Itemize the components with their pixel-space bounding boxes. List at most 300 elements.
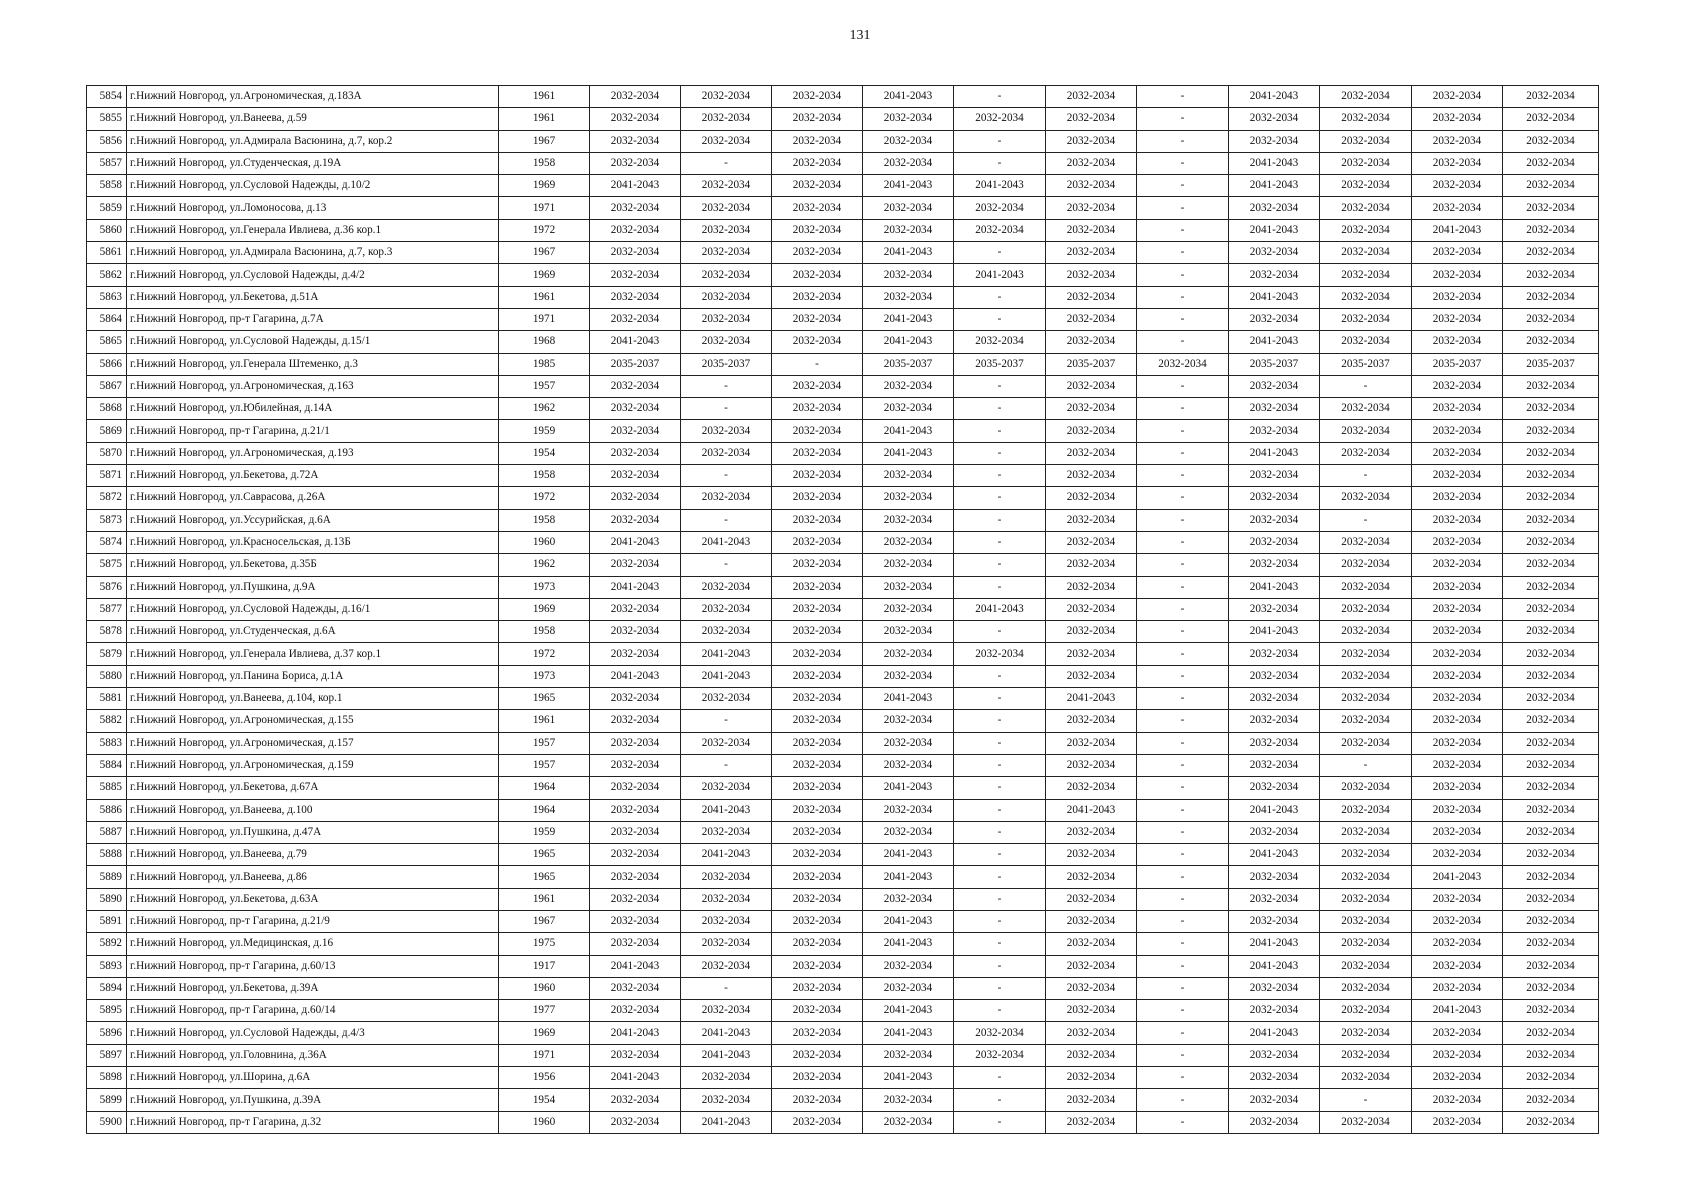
cell-row-number: 5885 — [87, 777, 127, 799]
cell-period-col-8: 2032-2034 — [1229, 375, 1320, 397]
cell-period-col-1: 2032-2034 — [590, 710, 681, 732]
cell-address: г.Нижний Новгород, ул.Шорина, д.6А — [127, 1067, 499, 1089]
cell-address: г.Нижний Новгород, ул.Бекетова, д.67А — [127, 777, 499, 799]
cell-period-col-11: 2032-2034 — [1503, 331, 1599, 353]
cell-period-col-9: - — [1320, 754, 1412, 776]
cell-period-col-7: - — [1137, 197, 1229, 219]
cell-period-col-4: 2041-2043 — [863, 1022, 954, 1044]
cell-period-col-4: 2041-2043 — [863, 866, 954, 888]
cell-period-col-4: 2032-2034 — [863, 710, 954, 732]
cell-period-col-1: 2041-2043 — [590, 1022, 681, 1044]
cell-period-col-3: 2032-2034 — [772, 197, 863, 219]
cell-period-col-4: 2032-2034 — [863, 219, 954, 241]
cell-period-col-3: 2032-2034 — [772, 754, 863, 776]
cell-year-built: 1968 — [499, 331, 590, 353]
cell-period-col-9: 2032-2034 — [1320, 219, 1412, 241]
table-row — [87, 1089, 1599, 1111]
cell-period-col-3: 2032-2034 — [772, 710, 863, 732]
cell-period-col-2: 2032-2034 — [681, 264, 772, 286]
cell-period-col-4: 2041-2043 — [863, 308, 954, 330]
cell-row-number: 5872 — [87, 487, 127, 509]
cell-period-col-9: 2032-2034 — [1320, 1067, 1412, 1089]
cell-period-col-1: 2032-2034 — [590, 442, 681, 464]
table-row — [87, 465, 1599, 487]
cell-period-col-8: 2032-2034 — [1229, 308, 1320, 330]
cell-period-col-9: 2032-2034 — [1320, 910, 1412, 932]
cell-period-col-6: 2032-2034 — [1046, 264, 1137, 286]
cell-year-built: 1959 — [499, 821, 590, 843]
cell-period-col-10: 2032-2034 — [1412, 286, 1503, 308]
table-row — [87, 1067, 1599, 1089]
cell-period-col-5: - — [954, 308, 1046, 330]
table-row — [87, 509, 1599, 531]
cell-period-col-3: 2032-2034 — [772, 465, 863, 487]
cell-period-col-5: - — [954, 531, 1046, 553]
cell-period-col-10: 2032-2034 — [1412, 242, 1503, 264]
cell-period-col-9: 2032-2034 — [1320, 665, 1412, 687]
cell-period-col-8: 2041-2043 — [1229, 286, 1320, 308]
table-row — [87, 308, 1599, 330]
cell-period-col-5: - — [954, 621, 1046, 643]
cell-year-built: 1972 — [499, 219, 590, 241]
cell-period-col-4: 2032-2034 — [863, 732, 954, 754]
cell-period-col-8: 2032-2034 — [1229, 1067, 1320, 1089]
cell-period-col-3: 2032-2034 — [772, 1044, 863, 1066]
cell-period-col-2: 2032-2034 — [681, 576, 772, 598]
cell-period-col-9: 2032-2034 — [1320, 286, 1412, 308]
cell-period-col-2: 2032-2034 — [681, 197, 772, 219]
cell-period-col-9: 2032-2034 — [1320, 531, 1412, 553]
cell-period-col-1: 2032-2034 — [590, 977, 681, 999]
cell-period-col-10: 2032-2034 — [1412, 308, 1503, 330]
cell-period-col-5: - — [954, 286, 1046, 308]
table-row — [87, 242, 1599, 264]
cell-period-col-5: - — [954, 955, 1046, 977]
cell-period-col-11: 2032-2034 — [1503, 286, 1599, 308]
cell-period-col-11: 2032-2034 — [1503, 888, 1599, 910]
cell-period-col-11: 2032-2034 — [1503, 398, 1599, 420]
cell-period-col-3: 2032-2034 — [772, 242, 863, 264]
cell-period-col-7: - — [1137, 509, 1229, 531]
cell-period-col-2: 2041-2043 — [681, 531, 772, 553]
cell-period-col-11: 2032-2034 — [1503, 487, 1599, 509]
cell-period-col-6: 2032-2034 — [1046, 509, 1137, 531]
cell-period-col-10: 2032-2034 — [1412, 799, 1503, 821]
cell-period-col-5: - — [954, 130, 1046, 152]
cell-period-col-7: - — [1137, 955, 1229, 977]
cell-period-col-6: 2032-2034 — [1046, 1067, 1137, 1089]
cell-year-built: 1956 — [499, 1067, 590, 1089]
table-row — [87, 1022, 1599, 1044]
cell-period-col-9: 2032-2034 — [1320, 866, 1412, 888]
cell-period-col-9: 2032-2034 — [1320, 732, 1412, 754]
cell-period-col-3: 2032-2034 — [772, 554, 863, 576]
cell-period-col-10: 2032-2034 — [1412, 108, 1503, 130]
cell-period-col-9: 2032-2034 — [1320, 152, 1412, 174]
table-row — [87, 108, 1599, 130]
cell-period-col-3: 2032-2034 — [772, 665, 863, 687]
cell-address: г.Нижний Новгород, ул.Студенческая, д.6А — [127, 621, 499, 643]
cell-year-built: 1961 — [499, 86, 590, 108]
cell-period-col-6: 2035-2037 — [1046, 353, 1137, 375]
cell-period-col-9: 2032-2034 — [1320, 442, 1412, 464]
cell-period-col-11: 2032-2034 — [1503, 219, 1599, 241]
cell-year-built: 1964 — [499, 777, 590, 799]
cell-row-number: 5857 — [87, 152, 127, 174]
cell-period-col-8: 2032-2034 — [1229, 732, 1320, 754]
cell-year-built: 1957 — [499, 754, 590, 776]
cell-period-col-3: - — [772, 353, 863, 375]
cell-period-col-3: 2032-2034 — [772, 130, 863, 152]
table-row — [87, 977, 1599, 999]
cell-period-col-1: 2032-2034 — [590, 1044, 681, 1066]
cell-period-col-11: 2032-2034 — [1503, 665, 1599, 687]
table-row — [87, 777, 1599, 799]
cell-period-col-10: 2032-2034 — [1412, 554, 1503, 576]
cell-address: г.Нижний Новгород, ул.Красносельская, д.13Б — [127, 531, 499, 553]
cell-address: г.Нижний Новгород, ул.Ванеева, д.59 — [127, 108, 499, 130]
cell-period-col-1: 2032-2034 — [590, 398, 681, 420]
cell-period-col-11: 2032-2034 — [1503, 531, 1599, 553]
cell-period-col-11: 2032-2034 — [1503, 509, 1599, 531]
cell-period-col-9: 2032-2034 — [1320, 264, 1412, 286]
cell-period-col-8: 2032-2034 — [1229, 1111, 1320, 1133]
cell-period-col-8: 2032-2034 — [1229, 754, 1320, 776]
cell-period-col-7: - — [1137, 487, 1229, 509]
cell-period-col-4: 2041-2043 — [863, 688, 954, 710]
cell-row-number: 5900 — [87, 1111, 127, 1133]
cell-period-col-7: - — [1137, 1111, 1229, 1133]
cell-period-col-3: 2032-2034 — [772, 844, 863, 866]
cell-period-col-5: 2041-2043 — [954, 264, 1046, 286]
cell-row-number: 5862 — [87, 264, 127, 286]
cell-period-col-7: - — [1137, 821, 1229, 843]
cell-period-col-8: 2032-2034 — [1229, 465, 1320, 487]
cell-period-col-6: 2032-2034 — [1046, 286, 1137, 308]
cell-period-col-1: 2032-2034 — [590, 108, 681, 130]
cell-period-col-10: 2032-2034 — [1412, 331, 1503, 353]
cell-year-built: 1917 — [499, 955, 590, 977]
cell-period-col-6: 2032-2034 — [1046, 955, 1137, 977]
cell-period-col-1: 2032-2034 — [590, 799, 681, 821]
cell-period-col-4: 2041-2043 — [863, 331, 954, 353]
cell-period-col-1: 2032-2034 — [590, 621, 681, 643]
cell-period-col-6: 2032-2034 — [1046, 754, 1137, 776]
cell-period-col-1: 2041-2043 — [590, 1067, 681, 1089]
cell-period-col-7: - — [1137, 286, 1229, 308]
cell-period-col-9: 2032-2034 — [1320, 197, 1412, 219]
cell-period-col-9: 2032-2034 — [1320, 688, 1412, 710]
cell-period-col-11: 2032-2034 — [1503, 777, 1599, 799]
page-number: 131 — [849, 28, 871, 43]
cell-period-col-4: 2041-2043 — [863, 86, 954, 108]
cell-period-col-6: 2032-2034 — [1046, 732, 1137, 754]
cell-period-col-5: - — [954, 977, 1046, 999]
cell-period-col-5: - — [954, 1089, 1046, 1111]
cell-period-col-3: 2032-2034 — [772, 308, 863, 330]
cell-period-col-9: 2032-2034 — [1320, 308, 1412, 330]
cell-period-col-10: 2032-2034 — [1412, 130, 1503, 152]
cell-row-number: 5886 — [87, 799, 127, 821]
cell-period-col-11: 2032-2034 — [1503, 710, 1599, 732]
cell-period-col-9: 2032-2034 — [1320, 888, 1412, 910]
cell-period-col-8: 2041-2043 — [1229, 799, 1320, 821]
cell-period-col-9: 2032-2034 — [1320, 799, 1412, 821]
cell-row-number: 5890 — [87, 888, 127, 910]
cell-period-col-6: 2032-2034 — [1046, 821, 1137, 843]
cell-period-col-7: - — [1137, 398, 1229, 420]
cell-row-number: 5879 — [87, 643, 127, 665]
cell-year-built: 1967 — [499, 130, 590, 152]
cell-period-col-3: 2032-2034 — [772, 487, 863, 509]
cell-period-col-2: 2032-2034 — [681, 598, 772, 620]
cell-row-number: 5875 — [87, 554, 127, 576]
cell-period-col-8: 2032-2034 — [1229, 420, 1320, 442]
cell-period-col-4: 2032-2034 — [863, 888, 954, 910]
cell-period-col-9: - — [1320, 509, 1412, 531]
cell-period-col-4: 2032-2034 — [863, 531, 954, 553]
cell-period-col-4: 2041-2043 — [863, 910, 954, 932]
cell-period-col-4: 2032-2034 — [863, 487, 954, 509]
cell-period-col-4: 2032-2034 — [863, 1111, 954, 1133]
cell-period-col-7: - — [1137, 799, 1229, 821]
cell-row-number: 5861 — [87, 242, 127, 264]
cell-row-number: 5895 — [87, 1000, 127, 1022]
cell-year-built: 1967 — [499, 242, 590, 264]
cell-period-col-1: 2032-2034 — [590, 242, 681, 264]
cell-period-col-11: 2035-2037 — [1503, 353, 1599, 375]
cell-period-col-6: 2032-2034 — [1046, 554, 1137, 576]
cell-period-col-3: 2032-2034 — [772, 888, 863, 910]
cell-period-col-10: 2032-2034 — [1412, 688, 1503, 710]
cell-period-col-6: 2032-2034 — [1046, 152, 1137, 174]
cell-period-col-10: 2032-2034 — [1412, 531, 1503, 553]
cell-address: г.Нижний Новгород, ул.Генерала Ивлиева, д.37 кор.1 — [127, 643, 499, 665]
cell-period-col-4: 2041-2043 — [863, 442, 954, 464]
cell-period-col-2: 2032-2034 — [681, 621, 772, 643]
cell-period-col-1: 2041-2043 — [590, 531, 681, 553]
cell-period-col-3: 2032-2034 — [772, 799, 863, 821]
cell-period-col-11: 2032-2034 — [1503, 442, 1599, 464]
cell-period-col-3: 2032-2034 — [772, 420, 863, 442]
cell-period-col-3: 2032-2034 — [772, 643, 863, 665]
cell-year-built: 1961 — [499, 888, 590, 910]
cell-period-col-3: 2032-2034 — [772, 955, 863, 977]
cell-period-col-3: 2032-2034 — [772, 1089, 863, 1111]
cell-year-built: 1973 — [499, 576, 590, 598]
table-row — [87, 442, 1599, 464]
cell-period-col-11: 2032-2034 — [1503, 242, 1599, 264]
cell-period-col-3: 2032-2034 — [772, 910, 863, 932]
cell-period-col-9: 2032-2034 — [1320, 1044, 1412, 1066]
cell-period-col-1: 2032-2034 — [590, 152, 681, 174]
cell-year-built: 1969 — [499, 1022, 590, 1044]
cell-address: г.Нижний Новгород, ул.Генерала Ивлиева, д.36 кор.1 — [127, 219, 499, 241]
cell-period-col-9: 2032-2034 — [1320, 621, 1412, 643]
cell-period-col-11: 2032-2034 — [1503, 977, 1599, 999]
cell-year-built: 1960 — [499, 1111, 590, 1133]
cell-period-col-10: 2032-2034 — [1412, 509, 1503, 531]
cell-period-col-4: 2032-2034 — [863, 197, 954, 219]
cell-period-col-10: 2032-2034 — [1412, 1111, 1503, 1133]
cell-period-col-1: 2032-2034 — [590, 197, 681, 219]
cell-period-col-4: 2032-2034 — [863, 1044, 954, 1066]
cell-period-col-3: 2032-2034 — [772, 1022, 863, 1044]
cell-period-col-10: 2032-2034 — [1412, 1022, 1503, 1044]
cell-period-col-3: 2032-2034 — [772, 977, 863, 999]
table-row — [87, 665, 1599, 687]
cell-period-col-10: 2032-2034 — [1412, 732, 1503, 754]
cell-row-number: 5874 — [87, 531, 127, 553]
cell-period-col-10: 2032-2034 — [1412, 1044, 1503, 1066]
cell-period-col-11: 2032-2034 — [1503, 598, 1599, 620]
cell-period-col-1: 2032-2034 — [590, 375, 681, 397]
cell-period-col-8: 2032-2034 — [1229, 130, 1320, 152]
cell-period-col-7: - — [1137, 643, 1229, 665]
table-row — [87, 398, 1599, 420]
cell-period-col-6: 2032-2034 — [1046, 576, 1137, 598]
cell-period-col-8: 2032-2034 — [1229, 554, 1320, 576]
table-row — [87, 888, 1599, 910]
cell-period-col-4: 2032-2034 — [863, 598, 954, 620]
cell-period-col-2: 2032-2034 — [681, 933, 772, 955]
cell-period-col-5: 2041-2043 — [954, 175, 1046, 197]
cell-period-col-3: 2032-2034 — [772, 531, 863, 553]
cell-period-col-10: 2032-2034 — [1412, 710, 1503, 732]
cell-period-col-6: 2032-2034 — [1046, 1022, 1137, 1044]
cell-period-col-8: 2032-2034 — [1229, 710, 1320, 732]
cell-period-col-3: 2032-2034 — [772, 821, 863, 843]
cell-period-col-3: 2032-2034 — [772, 933, 863, 955]
cell-period-col-10: 2032-2034 — [1412, 175, 1503, 197]
table-row — [87, 866, 1599, 888]
cell-address: г.Нижний Новгород, ул.Пушкина, д.47А — [127, 821, 499, 843]
cell-period-col-6: 2041-2043 — [1046, 688, 1137, 710]
cell-period-col-2: 2032-2034 — [681, 420, 772, 442]
cell-year-built: 1954 — [499, 442, 590, 464]
cell-address: г.Нижний Новгород, ул.Агрономическая, д.163 — [127, 375, 499, 397]
cell-period-col-10: 2041-2043 — [1412, 1000, 1503, 1022]
cell-period-col-3: 2032-2034 — [772, 375, 863, 397]
cell-period-col-2: 2032-2034 — [681, 442, 772, 464]
cell-period-col-3: 2032-2034 — [772, 576, 863, 598]
cell-period-col-5: - — [954, 866, 1046, 888]
cell-period-col-2: 2032-2034 — [681, 86, 772, 108]
cell-row-number: 5873 — [87, 509, 127, 531]
cell-address: г.Нижний Новгород, пр-т Гагарина, д.21/1 — [127, 420, 499, 442]
cell-period-col-5: 2032-2034 — [954, 331, 1046, 353]
cell-row-number: 5889 — [87, 866, 127, 888]
table-row — [87, 264, 1599, 286]
cell-period-col-2: 2035-2037 — [681, 353, 772, 375]
cell-period-col-2: 2041-2043 — [681, 799, 772, 821]
table-row — [87, 844, 1599, 866]
cell-year-built: 1962 — [499, 398, 590, 420]
cell-period-col-9: 2032-2034 — [1320, 487, 1412, 509]
cell-period-col-10: 2032-2034 — [1412, 1089, 1503, 1111]
cell-period-col-2: - — [681, 977, 772, 999]
cell-period-col-9: 2032-2034 — [1320, 1000, 1412, 1022]
cell-period-col-4: 2041-2043 — [863, 1067, 954, 1089]
table-row — [87, 955, 1599, 977]
cell-row-number: 5881 — [87, 688, 127, 710]
cell-period-col-11: 2032-2034 — [1503, 465, 1599, 487]
cell-period-col-1: 2032-2034 — [590, 1111, 681, 1133]
cell-year-built: 1954 — [499, 1089, 590, 1111]
cell-year-built: 1959 — [499, 420, 590, 442]
cell-period-col-11: 2032-2034 — [1503, 910, 1599, 932]
cell-period-col-3: 2032-2034 — [772, 777, 863, 799]
cell-period-col-4: 2041-2043 — [863, 933, 954, 955]
cell-year-built: 1969 — [499, 175, 590, 197]
cell-address: г.Нижний Новгород, ул.Бекетова, д.72А — [127, 465, 499, 487]
cell-period-col-9: 2032-2034 — [1320, 643, 1412, 665]
cell-period-col-4: 2032-2034 — [863, 621, 954, 643]
cell-row-number: 5869 — [87, 420, 127, 442]
cell-period-col-11: 2032-2034 — [1503, 1000, 1599, 1022]
cell-period-col-6: 2032-2034 — [1046, 86, 1137, 108]
table-row — [87, 621, 1599, 643]
cell-period-col-8: 2041-2043 — [1229, 1022, 1320, 1044]
cell-period-col-8: 2032-2034 — [1229, 197, 1320, 219]
cell-period-col-9: 2035-2037 — [1320, 353, 1412, 375]
cell-period-col-1: 2032-2034 — [590, 420, 681, 442]
cell-address: г.Нижний Новгород, ул.Сусловой Надежды, д.15/1 — [127, 331, 499, 353]
cell-period-col-10: 2032-2034 — [1412, 821, 1503, 843]
cell-period-col-5: - — [954, 1111, 1046, 1133]
cell-year-built: 1971 — [499, 1044, 590, 1066]
cell-period-col-5: - — [954, 910, 1046, 932]
cell-period-col-7: - — [1137, 665, 1229, 687]
cell-address: г.Нижний Новгород, ул.Ванеева, д.79 — [127, 844, 499, 866]
cell-period-col-7: - — [1137, 598, 1229, 620]
cell-address: г.Нижний Новгород, ул.Бекетова, д.51А — [127, 286, 499, 308]
cell-period-col-6: 2041-2043 — [1046, 799, 1137, 821]
cell-period-col-4: 2041-2043 — [863, 844, 954, 866]
cell-period-col-6: 2032-2034 — [1046, 465, 1137, 487]
table-row — [87, 799, 1599, 821]
cell-period-col-6: 2032-2034 — [1046, 621, 1137, 643]
cell-row-number: 5888 — [87, 844, 127, 866]
cell-period-col-7: - — [1137, 1067, 1229, 1089]
cell-row-number: 5856 — [87, 130, 127, 152]
cell-period-col-2: 2032-2034 — [681, 308, 772, 330]
cell-period-col-2: 2032-2034 — [681, 242, 772, 264]
cell-period-col-2: 2041-2043 — [681, 1111, 772, 1133]
cell-period-col-10: 2041-2043 — [1412, 866, 1503, 888]
cell-period-col-6: 2032-2034 — [1046, 175, 1137, 197]
cell-period-col-10: 2032-2034 — [1412, 264, 1503, 286]
table-row — [87, 754, 1599, 776]
housing-repair-schedule-table — [86, 85, 1599, 1134]
cell-period-col-11: 2032-2034 — [1503, 308, 1599, 330]
cell-period-col-4: 2035-2037 — [863, 353, 954, 375]
cell-period-col-7: - — [1137, 732, 1229, 754]
cell-period-col-4: 2032-2034 — [863, 398, 954, 420]
cell-period-col-10: 2035-2037 — [1412, 353, 1503, 375]
cell-period-col-5: - — [954, 442, 1046, 464]
cell-period-col-8: 2032-2034 — [1229, 242, 1320, 264]
cell-period-col-3: 2032-2034 — [772, 621, 863, 643]
cell-period-col-9: 2032-2034 — [1320, 933, 1412, 955]
cell-period-col-8: 2032-2034 — [1229, 866, 1320, 888]
cell-period-col-8: 2032-2034 — [1229, 688, 1320, 710]
table-row — [87, 821, 1599, 843]
cell-period-col-1: 2032-2034 — [590, 754, 681, 776]
cell-period-col-6: 2032-2034 — [1046, 219, 1137, 241]
cell-period-col-7: - — [1137, 1089, 1229, 1111]
cell-period-col-8: 2032-2034 — [1229, 108, 1320, 130]
